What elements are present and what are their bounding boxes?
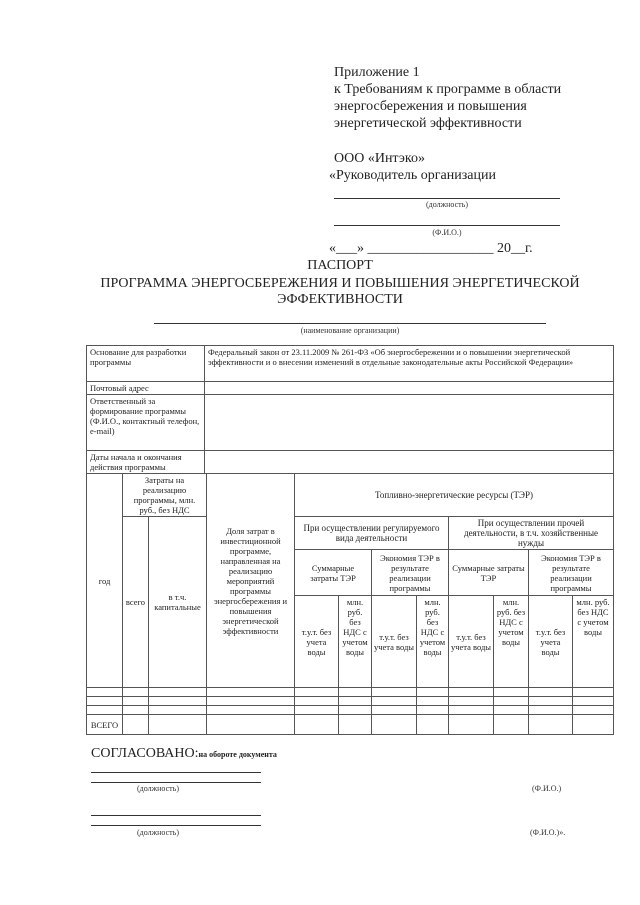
row-value (205, 451, 614, 474)
sum-ter-header: Суммарные затраты ТЭР (449, 550, 529, 596)
position-line (334, 198, 560, 199)
mln-header: млн. руб. без НДС с учетом воды (494, 596, 529, 688)
year-header: год (87, 474, 123, 688)
row-label: Даты начала и окончания действия программы (87, 451, 205, 474)
passport-table (86, 345, 614, 474)
fio-line (334, 225, 560, 226)
table-row (87, 451, 614, 474)
table-row (87, 382, 614, 395)
total-row (87, 715, 614, 735)
row-label: Ответственный за формирование программы (Ф.И.О., контактный телефон, e-mail) (87, 395, 205, 451)
ter-table (86, 473, 614, 735)
row-value (205, 395, 614, 451)
date-line: «___» __________________ 20__г. (329, 241, 533, 256)
signature-line (91, 815, 261, 816)
head-title: «Руководитель организации (329, 168, 496, 183)
position-caption-2: (должность) (137, 828, 179, 837)
fio-caption-1: (Ф.И.О.) (532, 784, 562, 793)
table-row (87, 395, 614, 451)
capital-header: в т.ч. капитальные (149, 517, 207, 688)
costs-header: Затраты на реализацию программы, млн. руб., без НДС (123, 474, 207, 517)
tut-header: т.у.т. без учета воды (372, 596, 417, 688)
table-row (87, 697, 614, 706)
table-row (87, 706, 614, 715)
org-name-caption: (наименование организации) (300, 326, 400, 335)
row-label: Основание для разработки программы (87, 346, 205, 382)
row-label: Почтовый адрес (87, 382, 205, 395)
position-caption-1: (должность) (137, 784, 179, 793)
fio-caption: (Ф.И.О.) (432, 228, 462, 237)
tut-header: т.у.т. без учета воды (529, 596, 573, 688)
sum-ter-header: Суммарные затраты ТЭР (295, 550, 372, 596)
ter-header: Топливно-энергетические ресурсы (ТЭР) (295, 474, 614, 517)
appendix-block (334, 64, 561, 132)
program-title-line2: ЭФФЕКТИВНОСТИ (277, 292, 403, 307)
position-caption: (должность) (426, 200, 468, 209)
table-row (87, 346, 614, 382)
agreed-block (91, 744, 277, 762)
appendix-line: энергетической эффективности (334, 116, 522, 131)
row-value: Федеральный закон от 23.11.2009 № 261-ФЗ «Об энергосбережении и о повышении энергетической эффективности и о внесении изменений в отдельные законодательные акты Российской Федерации» (205, 346, 614, 382)
row-value (205, 382, 614, 395)
passport-title: ПАСПОРТ (307, 258, 373, 273)
agreed-label: СОГЛАСОВАНО: (91, 746, 199, 761)
econ-ter-header: Экономия ТЭР в результате реализации программы (529, 550, 614, 596)
appendix-line: Приложение 1 (334, 65, 420, 80)
mln-header: млн. руб. без НДС с учетом воды (417, 596, 449, 688)
agreed-note: на обороте документа (198, 750, 277, 759)
tut-header: т.у.т. без учета воды (449, 596, 494, 688)
regulated-header: При осуществлении регулируемого вида деятельности (295, 517, 449, 550)
total-header: всего (123, 517, 149, 688)
fio-caption-2: (Ф.И.О.)». (530, 828, 566, 837)
appendix-line: энергосбережения и повышения (334, 99, 527, 114)
share-header: Доля затрат в инвестиционной программе, направленная на реализацию мероприятий программы энергосбережения и повышения энергетической эффективности (207, 474, 295, 688)
signature-line (91, 782, 261, 783)
signature-line (91, 772, 261, 773)
other-header: При осуществлении прочей деятельности, в т.ч. хозяйственные нужды (449, 517, 614, 550)
econ-ter-header: Экономия ТЭР в результате реализации программы (372, 550, 449, 596)
appendix-line: к Требованиям к программе в области (334, 82, 562, 97)
org-name: ООО «Интэко» (334, 151, 425, 166)
program-title-line1: ПРОГРАММА ЭНЕРГОСБЕРЕЖЕНИЯ И ПОВЫШЕНИЯ ЭНЕРГЕТИЧЕСКОЙ (100, 276, 580, 291)
table-row (87, 688, 614, 697)
total-label: ВСЕГО (87, 715, 123, 735)
mln-header: млн. руб. без НДС с учетом воды (573, 596, 614, 688)
signature-line (91, 825, 261, 826)
org-name-line (154, 323, 546, 324)
mln-header: млн. руб. без НДС с учетом воды (339, 596, 372, 688)
tut-header: т.у.т. без учета воды (295, 596, 339, 688)
